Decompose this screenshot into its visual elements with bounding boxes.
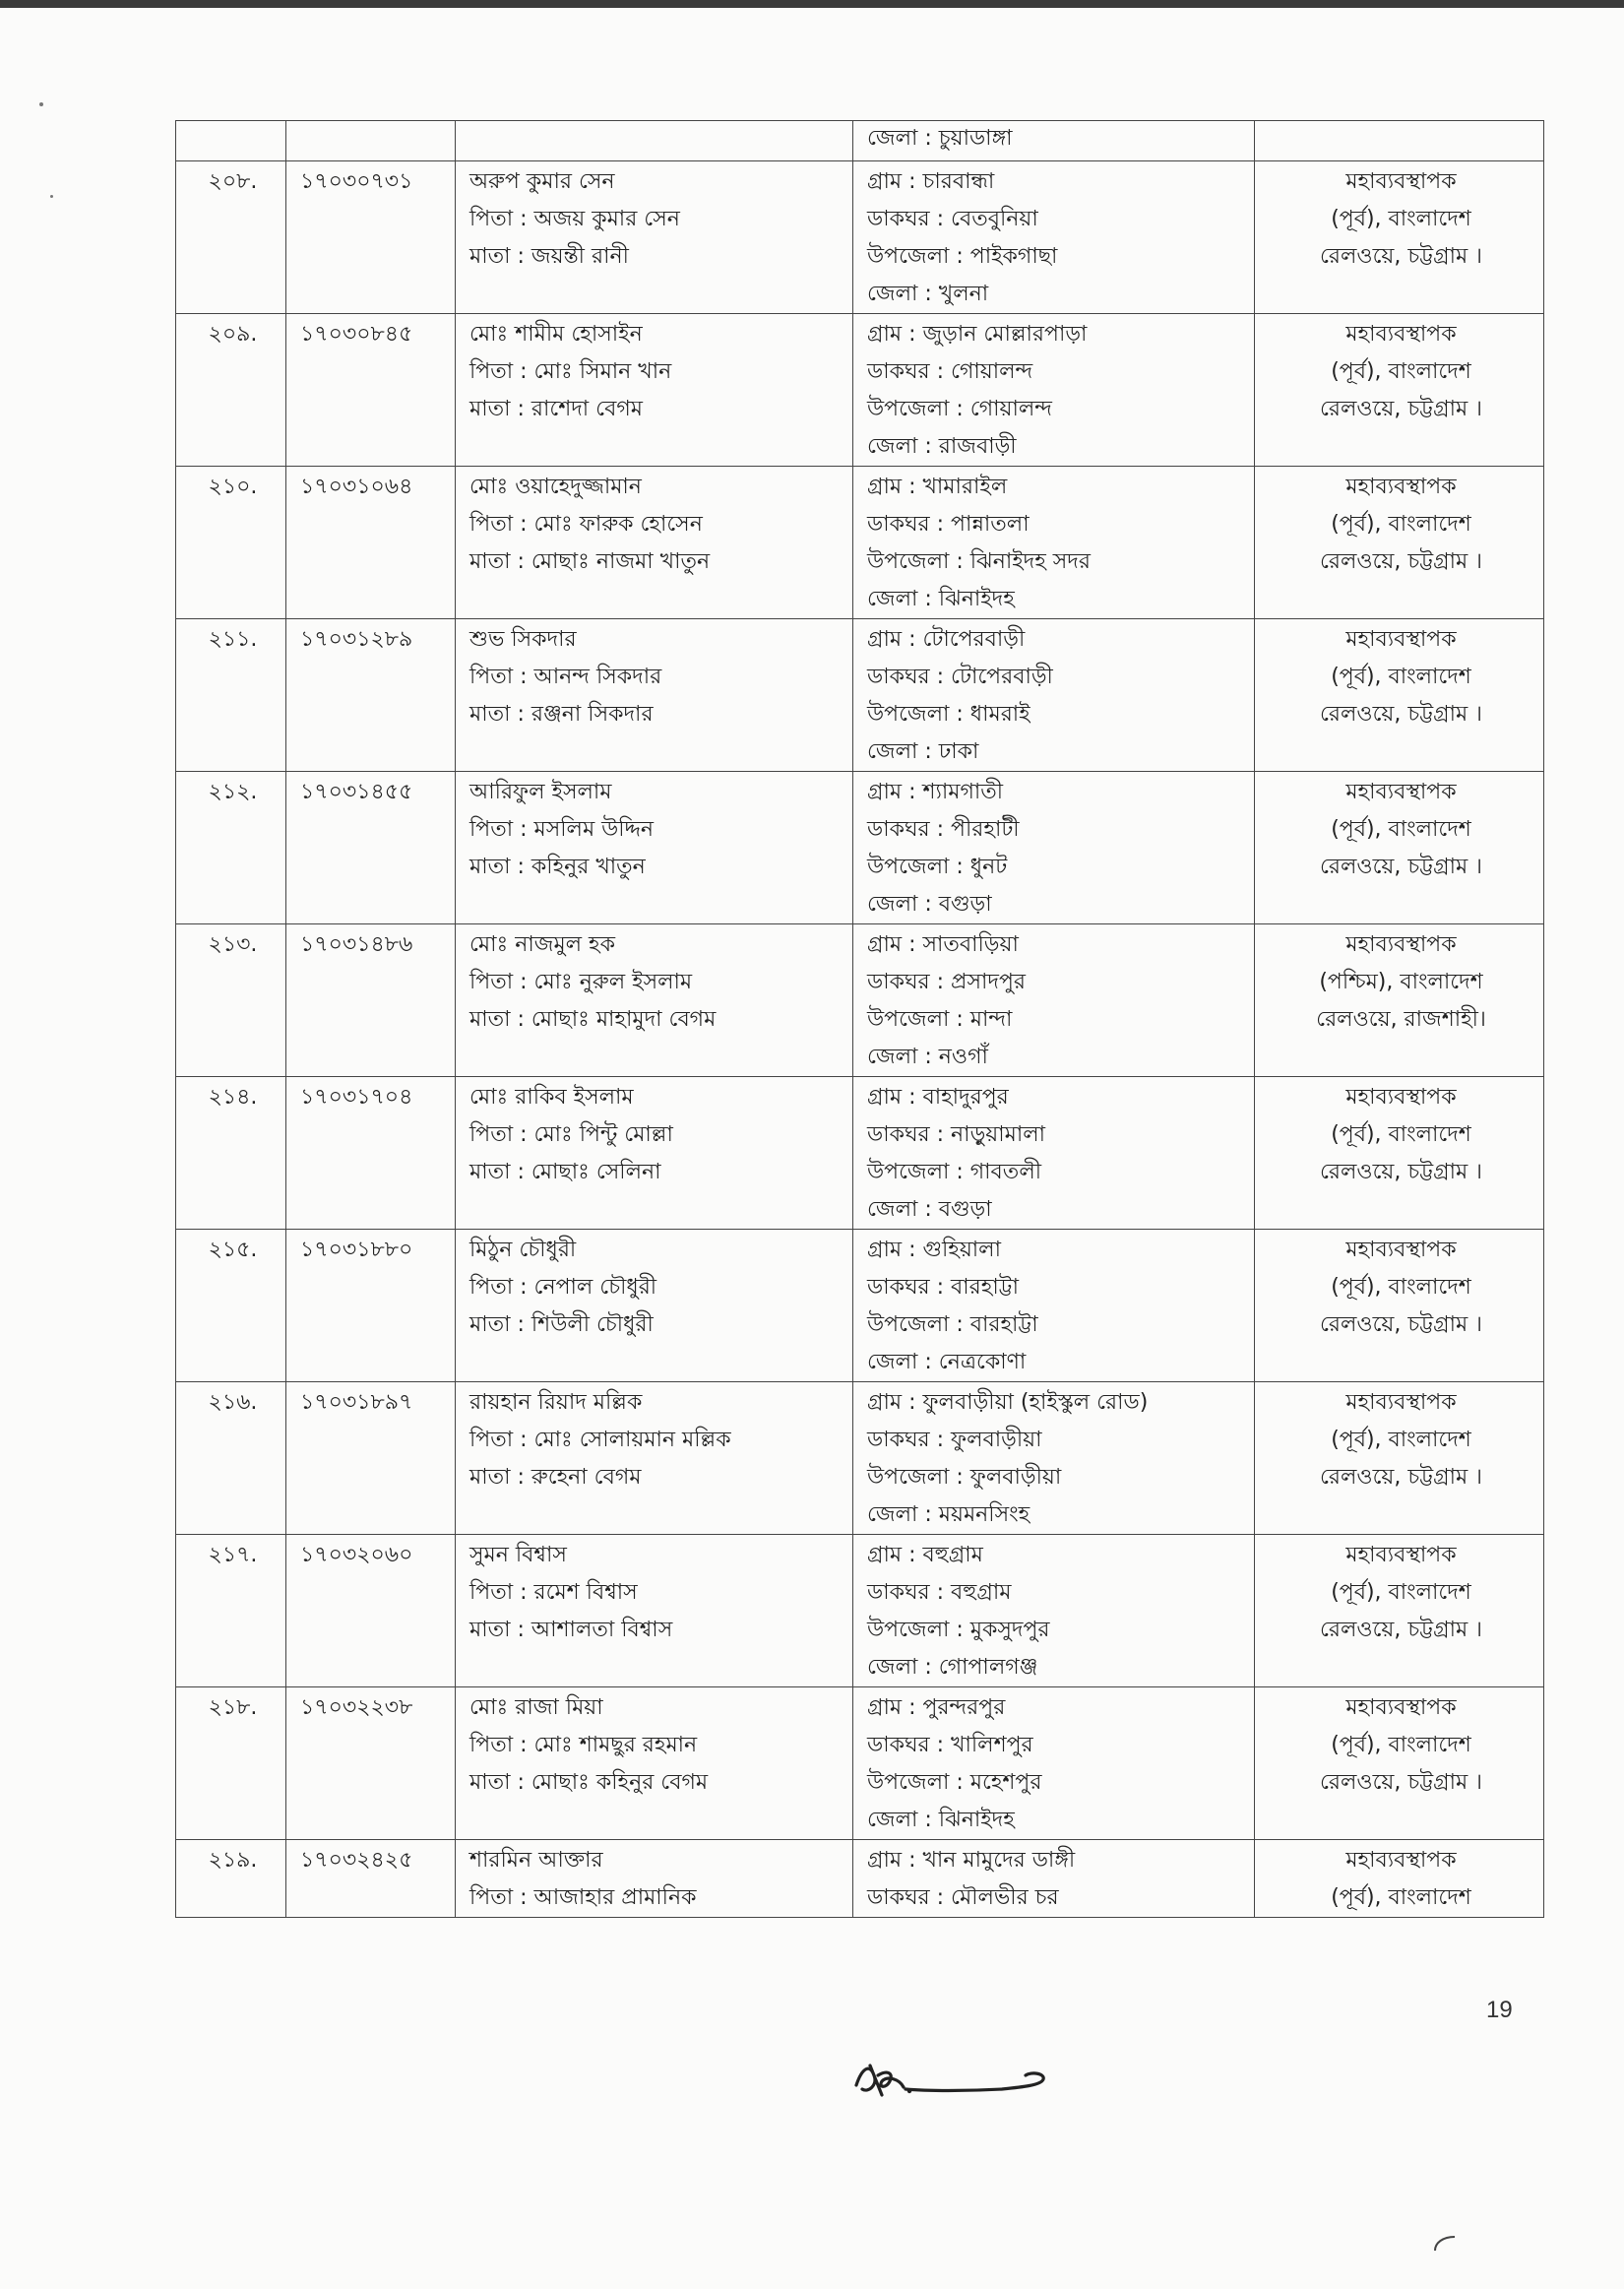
posting-line: রেলওয়ে, চট্টগ্রাম । xyxy=(1319,1618,1483,1642)
address-cell xyxy=(853,1840,1255,1918)
roll-cell xyxy=(286,1382,456,1535)
table-row xyxy=(176,772,1544,924)
mother-name: মাতা : রুহেনা বেগম xyxy=(469,1465,642,1490)
village-text: গ্রাম : খামারাইল xyxy=(867,475,1008,499)
posting-line: (পূর্ব), বাংলাদেশ xyxy=(1331,512,1471,537)
roll-cell xyxy=(286,1840,456,1918)
posting-line: মহাব্যবস্থাপক xyxy=(1345,475,1457,499)
roll-cell xyxy=(286,1687,456,1840)
father-name: পিতা : মোঃ সিমান খান xyxy=(469,359,672,384)
posting-line: (পশ্চিম), বাংলাদেশ xyxy=(1319,970,1483,994)
table-row xyxy=(176,161,1544,314)
roll-number: ১৭০৩১২৮৯ xyxy=(300,627,413,652)
village-text: গ্রাম : বাহাদুরপুর xyxy=(867,1085,1009,1110)
table-row xyxy=(176,1535,1544,1687)
serial-cell xyxy=(176,467,286,619)
upazila-text: উপজেলা : গাবতলী xyxy=(867,1160,1042,1184)
post-office-text: ডাকঘর : বেতবুনিয়া xyxy=(867,207,1038,231)
handwritten-signature xyxy=(848,2046,1055,2115)
table-row xyxy=(176,1077,1544,1230)
address-cell xyxy=(853,121,1255,161)
serial-number: ২০৯. xyxy=(208,322,258,347)
posting-cell xyxy=(1255,121,1544,161)
serial-cell xyxy=(176,314,286,467)
candidate-name: অরুপ কুমার সেন xyxy=(469,169,615,194)
father-name: পিতা : মোঃ পিন্টু মোল্লা xyxy=(469,1122,673,1147)
mother-name: মাতা : জয়ন্তী রানী xyxy=(469,244,629,269)
address-cell xyxy=(853,1382,1255,1535)
district-text: জেলা : নওগাঁ xyxy=(867,1045,988,1069)
serial-number: ২১৯. xyxy=(208,1848,258,1873)
table-row xyxy=(176,619,1544,772)
posting-line: মহাব্যবস্থাপক xyxy=(1345,627,1457,652)
post-office-text: ডাকঘর : মৌলভীর চর xyxy=(867,1885,1059,1910)
roll-cell xyxy=(286,1230,456,1382)
posting-line: মহাব্যবস্থাপক xyxy=(1345,1695,1457,1720)
upazila-text: উপজেলা : গোয়ালন্দ xyxy=(867,397,1052,421)
name-cell xyxy=(456,467,853,619)
posting-line: মহাব্যবস্থাপক xyxy=(1345,1085,1457,1110)
serial-cell xyxy=(176,1840,286,1918)
table-row xyxy=(176,1840,1544,1918)
father-name: পিতা : আজাহার প্রামানিক xyxy=(469,1885,697,1910)
table-row xyxy=(176,1382,1544,1535)
posting-line: (পূর্ব), বাংলাদেশ xyxy=(1331,817,1471,842)
roll-number: ১৭০৩১৮৮০ xyxy=(300,1238,413,1262)
roll-number: ১৭০৩১৪৫৫ xyxy=(300,780,413,804)
table-row xyxy=(176,924,1544,1077)
serial-cell xyxy=(176,121,286,161)
posting-line: (পূর্ব), বাংলাদেশ xyxy=(1331,1885,1471,1910)
posting-line: রেলওয়ে, চট্টগ্রাম । xyxy=(1319,1160,1483,1184)
candidate-table xyxy=(175,120,1544,1918)
mother-name: মাতা : রাশেদা বেগম xyxy=(469,397,643,421)
candidate-name: সুমন বিশ্বাস xyxy=(469,1543,567,1567)
scan-speck xyxy=(50,195,53,198)
roll-cell xyxy=(286,619,456,772)
serial-number: ২১৭. xyxy=(208,1543,258,1567)
father-name: পিতা : নেপাল চৌধুরী xyxy=(469,1275,657,1300)
mother-name: মাতা : শিউলী চৌধুরী xyxy=(469,1312,654,1337)
posting-line: মহাব্যবস্থাপক xyxy=(1345,1238,1457,1262)
serial-number: ২১১. xyxy=(208,627,258,652)
candidate-name: শুভ সিকদার xyxy=(469,627,577,652)
roll-number: ১৭০৩১৭০৪ xyxy=(300,1085,413,1110)
upazila-text: উপজেলা : ধামরাই xyxy=(867,702,1031,727)
posting-cell xyxy=(1255,314,1544,467)
serial-cell xyxy=(176,161,286,314)
serial-cell xyxy=(176,1687,286,1840)
district-text: জেলা : ঝিনাইদহ xyxy=(867,587,1015,611)
address-cell xyxy=(853,314,1255,467)
table-row xyxy=(176,1230,1544,1382)
posting-cell xyxy=(1255,619,1544,772)
post-office-text: ডাকঘর : বারহাট্টা xyxy=(867,1275,1019,1300)
posting-line: মহাব্যবস্থাপক xyxy=(1345,1543,1457,1567)
upazila-text: উপজেলা : ফুলবাড়ীয়া xyxy=(867,1465,1062,1490)
village-text: গ্রাম : গুহিয়ালা xyxy=(867,1238,1001,1262)
posting-line: রেলওয়ে, চট্টগ্রাম । xyxy=(1319,1770,1483,1795)
posting-cell xyxy=(1255,924,1544,1077)
village-text: গ্রাম : চারবান্ধা xyxy=(867,169,995,194)
father-name: পিতা : রমেশ বিশ্বাস xyxy=(469,1580,638,1605)
posting-line: (পূর্ব), বাংলাদেশ xyxy=(1331,207,1471,231)
mother-name: মাতা : মোছাঃ সেলিনা xyxy=(469,1160,661,1184)
name-cell xyxy=(456,1535,853,1687)
posting-cell xyxy=(1255,1230,1544,1382)
roll-cell xyxy=(286,121,456,161)
posting-cell xyxy=(1255,1840,1544,1918)
district-text: জেলা : বগুড়া xyxy=(867,892,992,917)
post-office-text: ডাকঘর : বহুগ্রাম xyxy=(867,1580,1012,1605)
post-office-text: ডাকঘর : টোপেরবাড়ী xyxy=(867,665,1053,689)
roll-cell xyxy=(286,467,456,619)
mother-name: মাতা : মোছাঃ মাহামুদা বেগম xyxy=(469,1007,717,1032)
name-cell xyxy=(456,1230,853,1382)
name-cell xyxy=(456,619,853,772)
mother-name: মাতা : মোছাঃ নাজমা খাতুন xyxy=(469,549,711,574)
mother-name: মাতা : মোছাঃ কহিনুর বেগম xyxy=(469,1770,709,1795)
village-text: গ্রাম : ফুলবাড়ীয়া (হাইস্কুল রোড) xyxy=(867,1390,1149,1415)
village-text: গ্রাম : পুরন্দরপুর xyxy=(867,1695,1006,1720)
page-number: 19 xyxy=(1486,1997,1513,2023)
candidate-name: মিঠুন চৌধুরী xyxy=(469,1238,577,1262)
district-text: জেলা : নেত্রকোণা xyxy=(867,1350,1027,1374)
candidate-name: মোঃ নাজমুল হক xyxy=(469,932,615,957)
name-cell xyxy=(456,1382,853,1535)
posting-line: রেলওয়ে, রাজশাহী। xyxy=(1316,1007,1486,1032)
serial-number: ২১৩. xyxy=(208,932,258,957)
address-cell xyxy=(853,467,1255,619)
name-cell xyxy=(456,314,853,467)
upazila-text: উপজেলা : বারহাট্টা xyxy=(867,1312,1038,1337)
posting-cell xyxy=(1255,772,1544,924)
father-name: পিতা : মোঃ নুরুল ইসলাম xyxy=(469,970,693,994)
serial-number: ২১২. xyxy=(208,780,258,804)
roll-number: ১৭০৩২০৬০ xyxy=(300,1543,413,1567)
village-text: গ্রাম : খান মামুদের ডাঙ্গী xyxy=(867,1848,1076,1873)
posting-line: রেলওয়ে, চট্টগ্রাম । xyxy=(1319,1465,1483,1490)
posting-line: মহাব্যবস্থাপক xyxy=(1345,780,1457,804)
roll-cell xyxy=(286,1535,456,1687)
post-office-text: ডাকঘর : গোয়ালন্দ xyxy=(867,359,1033,384)
serial-number: ২১৫. xyxy=(208,1238,258,1262)
village-text: গ্রাম : সাতবাড়িয়া xyxy=(867,932,1019,957)
table-row-continued xyxy=(176,121,1544,161)
candidate-name: মোঃ শামীম হোসাইন xyxy=(469,322,643,347)
candidate-name: মোঃ রাকিব ইসলাম xyxy=(469,1085,634,1110)
posting-line: রেলওয়ে, চট্টগ্রাম । xyxy=(1319,244,1483,269)
pen-mark xyxy=(1429,2233,1459,2255)
post-office-text: ডাকঘর : পীরহাটী xyxy=(867,817,1020,842)
posting-line: (পূর্ব), বাংলাদেশ xyxy=(1331,359,1471,384)
upazila-text: উপজেলা : মান্দা xyxy=(867,1007,1013,1032)
serial-number: ২০৮. xyxy=(208,169,258,194)
candidate-name: মোঃ রাজা মিয়া xyxy=(469,1695,603,1720)
candidate-name: মোঃ ওয়াহেদুজ্জামান xyxy=(469,475,642,499)
father-name: পিতা : আনন্দ সিকদার xyxy=(469,665,662,689)
post-office-text: ডাকঘর : প্রসাদপুর xyxy=(867,970,1026,994)
serial-cell xyxy=(176,619,286,772)
name-cell xyxy=(456,161,853,314)
district-text: জেলা : ঢাকা xyxy=(867,739,979,764)
serial-number: ২১৬. xyxy=(208,1390,258,1415)
posting-cell xyxy=(1255,467,1544,619)
posting-cell xyxy=(1255,1382,1544,1535)
name-cell xyxy=(456,1077,853,1230)
roll-cell xyxy=(286,314,456,467)
district-text: জেলা : বগুড়া xyxy=(867,1197,992,1222)
father-name: পিতা : মসলিম উদ্দিন xyxy=(469,817,654,842)
district-text: জেলা : চুয়াডাঙ্গা xyxy=(867,126,1013,151)
name-cell xyxy=(456,1840,853,1918)
posting-line: মহাব্যবস্থাপক xyxy=(1345,322,1457,347)
posting-line: মহাব্যবস্থাপক xyxy=(1345,1390,1457,1415)
address-cell xyxy=(853,1230,1255,1382)
district-text: জেলা : খুলনা xyxy=(867,282,989,306)
roll-cell xyxy=(286,1077,456,1230)
post-office-text: ডাকঘর : ফুলবাড়ীয়া xyxy=(867,1428,1042,1452)
village-text: গ্রাম : বহুগ্রাম xyxy=(867,1543,983,1567)
upazila-text: উপজেলা : মহেশপুর xyxy=(867,1770,1042,1795)
serial-cell xyxy=(176,1535,286,1687)
village-text: গ্রাম : টোপেরবাড়ী xyxy=(867,627,1026,652)
post-office-text: ডাকঘর : পান্নাতলা xyxy=(867,512,1030,537)
serial-cell xyxy=(176,772,286,924)
roll-cell xyxy=(286,924,456,1077)
posting-line: (পূর্ব), বাংলাদেশ xyxy=(1331,665,1471,689)
roll-number: ১৭০৩১০৬৪ xyxy=(300,475,413,499)
upazila-text: উপজেলা : পাইকগাছা xyxy=(867,244,1058,269)
posting-line: রেলওয়ে, চট্টগ্রাম । xyxy=(1319,855,1483,879)
posting-cell xyxy=(1255,1687,1544,1840)
mother-name: মাতা : রঞ্জনা সিকদার xyxy=(469,702,654,727)
village-text: গ্রাম : জুড়ান মোল্লারপাড়া xyxy=(867,322,1088,347)
serial-number: ২১৪. xyxy=(208,1085,258,1110)
name-cell xyxy=(456,121,853,161)
village-text: গ্রাম : শ্যামগাতী xyxy=(867,780,1004,804)
roll-number: ১৭০৩২৪২৫ xyxy=(300,1848,413,1873)
posting-line: (পূর্ব), বাংলাদেশ xyxy=(1331,1580,1471,1605)
district-text: জেলা : ময়মনসিংহ xyxy=(867,1502,1031,1527)
posting-line: রেলওয়ে, চট্টগ্রাম । xyxy=(1319,702,1483,727)
posting-cell xyxy=(1255,1535,1544,1687)
address-cell xyxy=(853,619,1255,772)
posting-line: রেলওয়ে, চট্টগ্রাম । xyxy=(1319,549,1483,574)
posting-line: মহাব্যবস্থাপক xyxy=(1345,1848,1457,1873)
address-cell xyxy=(853,161,1255,314)
father-name: পিতা : মোঃ সোলায়মান মল্লিক xyxy=(469,1428,731,1452)
serial-cell xyxy=(176,1382,286,1535)
roll-number: ১৭০৩১৪৮৬ xyxy=(300,932,413,957)
address-cell xyxy=(853,1687,1255,1840)
posting-line: মহাব্যবস্থাপক xyxy=(1345,932,1457,957)
posting-line: (পূর্ব), বাংলাদেশ xyxy=(1331,1122,1471,1147)
posting-line: (পূর্ব), বাংলাদেশ xyxy=(1331,1275,1471,1300)
roll-number: ১৭০৩১৮৯৭ xyxy=(300,1390,413,1415)
upazila-text: উপজেলা : মুকসুদপুর xyxy=(867,1618,1050,1642)
table-row xyxy=(176,314,1544,467)
district-text: জেলা : রাজবাড়ী xyxy=(867,434,1017,459)
posting-line: মহাব্যবস্থাপক xyxy=(1345,169,1457,194)
table-row xyxy=(176,467,1544,619)
district-text: জেলা : গোপালগঞ্জ xyxy=(867,1655,1038,1680)
serial-number: ২১০. xyxy=(208,475,258,499)
posting-cell xyxy=(1255,1077,1544,1230)
upazila-text: উপজেলা : ঝিনাইদহ সদর xyxy=(867,549,1091,574)
candidate-name: রায়হান রিয়াদ মল্লিক xyxy=(469,1390,643,1415)
scan-speck xyxy=(39,102,43,106)
address-cell xyxy=(853,1535,1255,1687)
candidate-name: শারমিন আক্তার xyxy=(469,1848,603,1873)
posting-line: (পূর্ব), বাংলাদেশ xyxy=(1331,1733,1471,1757)
posting-cell xyxy=(1255,161,1544,314)
serial-cell xyxy=(176,1230,286,1382)
mother-name: মাতা : কহিনুর খাতুন xyxy=(469,855,646,879)
serial-cell xyxy=(176,1077,286,1230)
post-office-text: ডাকঘর : খালিশপুর xyxy=(867,1733,1033,1757)
table-row xyxy=(176,1687,1544,1840)
page-top-edge xyxy=(0,0,1624,8)
mother-name: মাতা : আশালতা বিশ্বাস xyxy=(469,1618,673,1642)
roll-number: ১৭০৩০৮৪৫ xyxy=(300,322,413,347)
post-office-text: ডাকঘর : নাড়ুয়ামালা xyxy=(867,1122,1045,1147)
serial-number: ২১৮. xyxy=(208,1695,258,1720)
name-cell xyxy=(456,924,853,1077)
roll-cell xyxy=(286,772,456,924)
posting-line: (পূর্ব), বাংলাদেশ xyxy=(1331,1428,1471,1452)
roll-number: ১৭০৩২২৩৮ xyxy=(300,1695,413,1720)
address-cell xyxy=(853,924,1255,1077)
candidate-table-body xyxy=(176,121,1544,1918)
father-name: পিতা : মোঃ শামছুর রহমান xyxy=(469,1733,698,1757)
father-name: পিতা : মোঃ ফারুক হোসেন xyxy=(469,512,703,537)
roll-number: ১৭০৩০৭৩১ xyxy=(300,169,413,194)
father-name: পিতা : অজয় কুমার সেন xyxy=(469,207,680,231)
name-cell xyxy=(456,1687,853,1840)
roll-cell xyxy=(286,161,456,314)
name-cell xyxy=(456,772,853,924)
serial-cell xyxy=(176,924,286,1077)
address-cell xyxy=(853,772,1255,924)
address-cell xyxy=(853,1077,1255,1230)
district-text: জেলা : ঝিনাইদহ xyxy=(867,1808,1015,1832)
posting-line: রেলওয়ে, চট্টগ্রাম । xyxy=(1319,1312,1483,1337)
candidate-name: আরিফুল ইসলাম xyxy=(469,780,612,804)
upazila-text: উপজেলা : ধুনট xyxy=(867,855,1008,879)
posting-line: রেলওয়ে, চট্টগ্রাম । xyxy=(1319,397,1483,421)
